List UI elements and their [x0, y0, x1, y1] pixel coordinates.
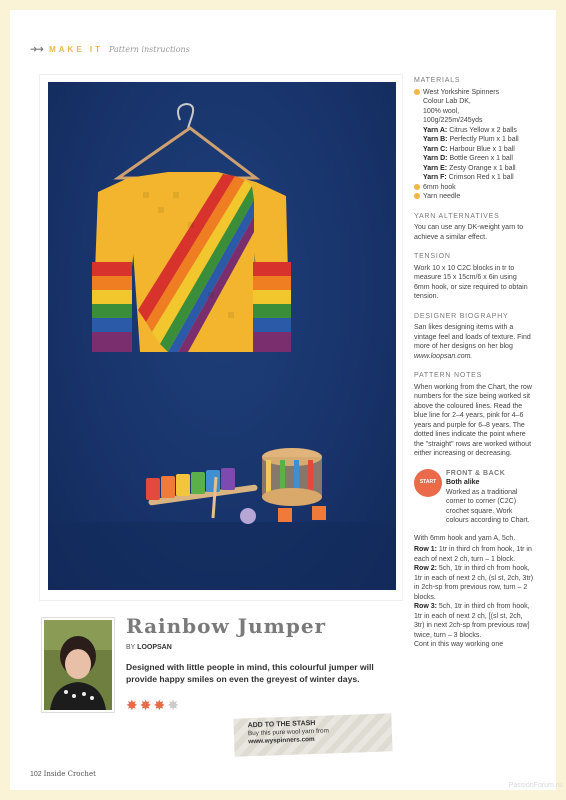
yarn-item [423, 135, 519, 145]
materials-yarn [414, 88, 534, 183]
yarn-label: Yarn E: [423, 164, 448, 172]
stash-heading: ADD TO THE STASH [247, 719, 316, 730]
yarn-list [423, 126, 519, 183]
yarn-item [423, 126, 519, 136]
stash-callout [233, 713, 392, 756]
magazine-name: Inside Crochet [43, 770, 96, 778]
yarn-label: Yarn C: [423, 145, 448, 153]
bullet-icon [414, 193, 420, 199]
yarn-item [423, 145, 519, 155]
materials-needle [414, 192, 534, 202]
tension-heading: TENSION [414, 253, 451, 260]
star-empty-icon: ✸ [167, 697, 179, 713]
yarn-label: Yarn D: [423, 155, 448, 162]
hook-text: 6mm hook [423, 183, 456, 191]
yarn-weight: 100g/225m/245yds [423, 117, 483, 124]
row-label: Row 2: [414, 565, 437, 572]
yarn-line: Colour Lab DK, [423, 98, 471, 105]
row-label: Row 1: [414, 546, 437, 553]
bullet-icon [414, 184, 420, 190]
yarn-brand: West Yorkshire Spinners [423, 88, 500, 96]
page-number: 102 [30, 771, 42, 778]
pattern-title: Rainbow Jumper [126, 614, 327, 638]
tension-text: Work 10 x 10 C2C blocks in tr to measure 15 x 15cm/6 x 6in using 6mm hook, or size required to obtain tension. [414, 264, 528, 300]
yarn-description: Perfectly Plum x 1 ball [447, 136, 519, 143]
watermark: PassionForum.ru [508, 782, 562, 789]
needle-text: Yarn needle [423, 193, 461, 200]
yarn-description: Zesty Orange x 1 ball [447, 164, 516, 172]
yarn-description: Harbour Blue x 1 ball [447, 145, 515, 153]
double-arrow-icon: ➜➜ [30, 43, 44, 54]
notes-text: When working from the Chart, the row numbers for the size being worked sit above the coloured lines. Read the blue line for 2–4 years, pink for 4–6 years and purple for 6–8 years. The dotted lines indicate the point where the "straight" rows are worked without either increasing or decreasing. [414, 383, 532, 457]
pattern-row [414, 545, 534, 564]
biography-paragraph [414, 323, 534, 361]
continue-text: Cont in this way working one [414, 641, 504, 648]
yarn-label: Yarn F: [423, 174, 447, 181]
row-text: 5ch, 1tr in third ch from hook, 1tr in each of next 2 ch, (sl st, 2ch, 3tr) in 2ch-sp from previous row, turn – 2 blocks. [414, 565, 534, 601]
stash-text: Buy this pure wool yarn from [247, 727, 329, 738]
bullet-icon [414, 89, 420, 95]
portrait-illustration [44, 620, 112, 710]
row-text: 5ch, 1tr in third ch from hook, 1tr in each of next 2 ch, [(sl st, 2ch, 3tr) in next 2ch-sp from previous row] twice, turn – 3 blocks. [414, 603, 530, 639]
star-filled-icon: ✸ [153, 697, 166, 713]
alternatives-heading: YARN ALTERNATIVES [414, 212, 500, 220]
biography-heading: DESIGNER BIOGRAPHY [414, 312, 509, 320]
front-back-header [414, 469, 534, 526]
yarn-fiber: 100% wool, [423, 107, 460, 115]
notes-heading: PATTERN NOTES [414, 372, 483, 379]
section-header [30, 42, 190, 56]
row-list [414, 545, 534, 640]
pattern-row [414, 602, 534, 640]
row-text: 1tr in third ch from hook, 1tr in each of next 2 ch, turn – 1 block. [414, 546, 532, 563]
rainbow-jumper-illustration [48, 82, 396, 590]
start-instruction: With 6mm hook and yarn A, 5ch. [414, 534, 516, 542]
yarn-label: Yarn B: [423, 136, 448, 143]
start-badge: START [414, 469, 442, 497]
instructions-column [414, 76, 534, 650]
biography-text: San likes designing items with a vintage feel and loads of texture. Find more of her designs on her blog [414, 324, 531, 350]
row-label: Row 3: [414, 603, 437, 610]
alternatives-text: You can use any DK-weight yarn to achieve a similar effect. [414, 224, 524, 241]
yarn-description: Bottle Green x 1 ball [447, 155, 513, 162]
blog-link[interactable]: www.loopsan.com. [414, 352, 473, 360]
designer-name: LOOPSAN [137, 644, 172, 651]
front-back-heading: FRONT & BACK [446, 469, 506, 477]
front-back-text: Worked as a traditional corner to corner (C2C) crochet square. Work colours according to Chart. [446, 488, 530, 524]
pattern-intro: Designed with little people in mind, this colourful jumper will provide happy smiles on even the greyest of winter days. [126, 662, 374, 684]
product-photo [48, 82, 396, 590]
by-prefix: BY [126, 644, 136, 651]
page-footer [30, 770, 96, 778]
yarn-item [423, 154, 519, 164]
star-filled-icon: ✸ [126, 697, 138, 713]
section-name: MAKE IT [49, 44, 103, 54]
materials-heading: MATERIALS [414, 77, 461, 84]
yarn-label: Yarn A: [423, 126, 448, 134]
front-back-subheading: Both alike [446, 479, 480, 486]
materials-hook [414, 183, 534, 193]
stash-url[interactable]: www.wyspinners.com [248, 735, 315, 746]
difficulty-rating [126, 698, 179, 712]
section-subtitle: Pattern instructions [108, 44, 190, 54]
yarn-description: Citrus Yellow x 2 balls [447, 126, 517, 134]
byline [126, 644, 172, 651]
yarn-item [423, 173, 519, 183]
designer-portrait [42, 618, 114, 712]
yarn-description: Crimson Red x 1 ball [446, 174, 514, 181]
pattern-row [414, 564, 534, 602]
star-filled-icon: ✸ [139, 697, 152, 713]
yarn-item [423, 164, 519, 174]
